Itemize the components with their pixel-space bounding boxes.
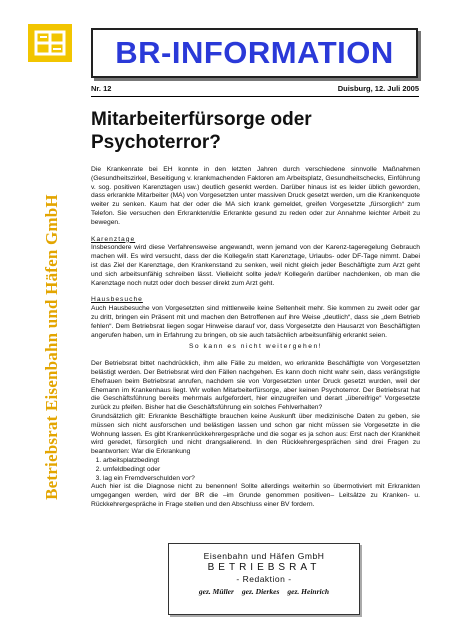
footer-redaktion: - Redaktion - [236, 574, 292, 584]
section-heading-karenztage: Karenztage [91, 235, 136, 243]
list-item: 2. umfeldbedingt oder [103, 466, 420, 475]
closing-statement: So kann es nicht weitergehen! [188, 343, 323, 351]
headline-line-2: Psychoterror? [91, 132, 221, 153]
intro-paragraph: Die Krankenrate bei EH konnte in den letzten Jahren durch verschiedene sinnvolle Maßnahmen (Gesundheitszirkel, Beseitigung v. krankmachenden Faktoren am Arbeitsplatz, Gesundheitschecks, Einführung v. sog. positiven Karenztagen usw.) deutlich gesenkt werden. Darüber hinaus ist es leider üblich geworden, dass erkrankte Mitarbeiter (MA) von Vorgesetzten unter massiven Druck gesetzt werden, um die Krankenquote weiter zu senken. Kaum hat der oder die MA sich krank gemeldet, greifen Vorgesetzte „fürsorglich“ zum Telefon. Sie versuchen den Erkrankten/die Erkrankte gesund zu reden oder zur Annahme leichter Arbeit zu bewegen. [91, 166, 420, 226]
page-title: BR-INFORMATION [115, 35, 394, 70]
article-headline [91, 108, 421, 154]
eh-logo-icon [28, 24, 72, 62]
masthead [91, 28, 418, 78]
closing-paragraph: Auch hier ist die Diagnose nicht zu benennen! Sollte allerdings weiterhin so übermotiviert mit Erkrankten umgegangen werden, wird der BR die –im Grunde genommen positiven– Leitsätze zu Kranken- u. Rückkehrergespräche in Frage stellen und den Abschluss einer BV fordern. [91, 483, 420, 508]
request-paragraph: Der Betriebsrat bittet nachdrücklich, ihm alle Fälle zu melden, wo erkrankte Beschäftigte von Vorgesetzten belästigt werden. Der Betriebsrat wird den Fällen nachgehen. Es kann doch nicht wahr sein, dass verängstigte Ehefrauen beim Betriebsrat anrufen, nachdem sie von Vorgesetzten unter Druck gesetzt wurden, weil der Ehemann im Krankenhaus liegt. Wir wollen Mitarbeiterfürsorge, aber keinen Psychoterror. Der Betriebsrat hat die Geschäftsführung bereits mehrmals aufgefordert, hier einzugreifen und derart „übereifrige“ Vorgesetzte zurück zu pfeifen. Bisher hat die Geschäftsführung ein solches Fehlverhalten? [91, 360, 420, 412]
signature: gez. Dierkes [241, 587, 280, 596]
header-rule [91, 96, 419, 97]
footer-org: Eisenbahn und Häfen GmbH [203, 551, 325, 561]
issue-number: Nr. 12 [91, 84, 112, 93]
rules-paragraph: Grundsätzlich gilt: Erkrankte Beschäftigte brauchen keine Auskunft über medizinische Daten zu geben, sie müssen sich nicht ausforschen und belästigen lassen und schon gar nicht müssen sie Vorgesetzte in die Wohnung lassen. Es gibt Krankenrückkehrergespräche und die sogar es ja schon aus: Erst nach der Krankheit wird geredet, fürsorglich und nicht drangsalierend. In den Rückkehrergesprächen sind drei Fragen zu beantworten: War die Erkrankung [91, 412, 420, 456]
signature: gez. Heinrich [287, 587, 330, 596]
question-list [91, 457, 420, 483]
issue-date: Duisburg, 12. Juli 2005 [337, 84, 419, 93]
hausbesuche-paragraph: Auch Hausbesuche von Vorgesetzten sind mittlerweile keine Seltenheit mehr. Sie kommen zu zweit oder gar zu dritt, bringen ein Präsent mit und machen den Betroffenen auf ihre Weise „deutlich“, dass sie „dem Betrieb fehlen“. Dem Betriebsrat liegen sogar Hinweise darauf vor, dass Vorgesetzte den Hausarzt von Beschäftigten angerufen haben, um in Erfahrung zu bringen, ob sie auch tatsächlich arbeitsunfähig erkrankt seien. [91, 305, 420, 339]
article-body [91, 166, 420, 510]
karenztage-paragraph: Insbesondere wird diese Verfahrensweise angewandt, wenn jemand von der Karenz-tageregelung Gebrauch machen will. Es wird versucht, dass der die Kollege/in statt Karenztage, Urlaubs- oder DF-Tage nimmt. Dabei ist das Ziel der Karenztage, den Krankenstand zu senken, weil nicht gleich jeder Beschäftigte zum Arzt geht und sich arbeitsunfähig schreiben lässt. Vielleicht sollte jede/r Kollege/in darüber nachdenken, ob man die Karenztage noch nutzt oder doch besser direkt zum Arzt geht. [91, 244, 420, 287]
footer-box [168, 543, 360, 615]
footer-betriebsrat: BETRIEBSRAT [207, 562, 321, 573]
headline-line-1: Mitarbeiterfürsorge oder [91, 109, 312, 130]
section-heading-hausbesuche: Hausbesuche [91, 296, 143, 304]
signature: gez. Müller [198, 587, 234, 596]
list-item: 3. lag ein Fremdverschulden vor? [103, 475, 420, 484]
sidebar-org-name: Betriebsrat Eisenbahn und Häfen GmbH [42, 194, 61, 500]
footer-signatures [169, 587, 359, 596]
list-item: 1. arbeitsplatzbedingt [103, 457, 420, 466]
sidebar [34, 92, 70, 602]
